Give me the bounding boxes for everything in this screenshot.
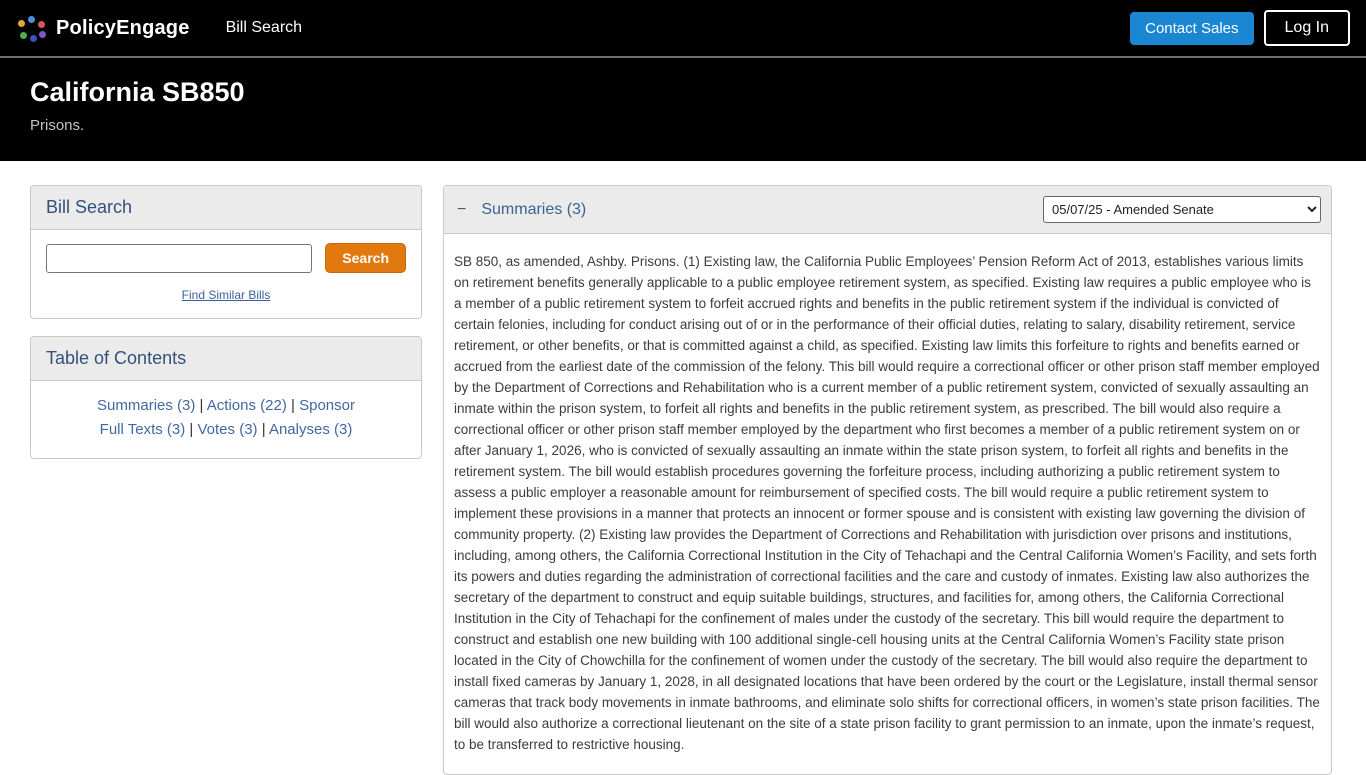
nav-item-bill-search[interactable]: Bill Search <box>225 19 303 36</box>
bill-search-panel-body <box>31 230 421 318</box>
toc-link-analyses[interactable]: Analyses (3) <box>268 421 353 438</box>
toc-link-summaries[interactable]: Summaries (3) <box>97 397 196 414</box>
toc-separator: | <box>199 397 204 414</box>
logo-dot <box>18 20 25 27</box>
toc-link-full-texts[interactable]: Full Texts (3) <box>99 421 186 438</box>
search-button[interactable]: Search <box>325 243 406 273</box>
bill-search-panel-title: Bill Search <box>46 197 133 217</box>
toc-link-actions[interactable]: Actions (22) <box>206 397 287 414</box>
bill-subtitle: Prisons. <box>30 117 85 134</box>
find-similar-bills-link[interactable]: Find Similar Bills <box>181 288 271 302</box>
logo-dot <box>28 16 35 23</box>
version-select[interactable] <box>1043 196 1321 223</box>
top-nav <box>0 0 1366 58</box>
logo-dot <box>38 21 45 28</box>
brand[interactable] <box>16 13 190 43</box>
logo-dot <box>20 32 27 39</box>
toc-panel-header <box>31 337 421 381</box>
bill-search-panel-header <box>31 186 421 230</box>
toc-row <box>39 394 413 418</box>
sidebar <box>30 185 422 459</box>
bill-search-panel <box>30 185 422 319</box>
summaries-panel <box>443 185 1332 775</box>
bill-header <box>0 58 1366 161</box>
nav-actions <box>1130 10 1350 46</box>
log-in-button[interactable]: Log In <box>1264 10 1350 46</box>
search-input[interactable] <box>46 244 312 273</box>
table-of-contents-panel <box>30 336 422 459</box>
summaries-panel-header <box>444 186 1331 234</box>
page-title: California SB850 <box>30 77 245 107</box>
logo-dot <box>39 31 46 38</box>
toc-links <box>31 381 421 458</box>
brand-name: PolicyEngage <box>56 16 190 39</box>
toc-separator: | <box>291 397 295 414</box>
content-area <box>0 161 1366 775</box>
summary-body-text: SB 850, as amended, Ashby. Prisons. (1) Existing law, the California Public Employees’ Pension Reform Act of 2013, establishes various limits on retirement benefits generally applicable to a public employee retirement system, as specified. Existing law requires a public employee who is a member of a public retirement system to forfeit accrued rights and benefits in the public retirement system if the individual is convicted of certain felonies, including for conduct arising out of or in the performance of their official duties, relating to salary, disability retirement, service retirement, or other benefits, or that is committed against a child, as specified. Existing law limits this forfeiture to rights and benefits earned or accrued from the earliest date of the commission of the felony. This bill would require a correctional officer or other prison staff member employed by the Department of Corrections and Rehabilitation who is a current member of a public retirement system, convicted of sexually assaulting an inmate within the prison system, to forfeit all rights and benefits in the public retirement system, as prescribed. The bill would also require a correctional officer or other prison staff member employed by the department who first becomes a member of a public retirement system on or after January 1, 2026, who is convicted of sexually assaulting an inmate within the state prison system, to forfeit all rights and benefits in the retirement system. The bill would establish procedures governing the forfeiture process, including authorizing a public retirement system to assess a public employer a reasonable amount for reimbursement of specified costs. The bill would require a public retirement system to implement these provisions in a manner that protects an innocent or former spouse and is consistent with existing law governing the division of community property. (2) Existing law provides the Department of Corrections and Rehabilitation with jurisdiction over prisons and institutions, including, among others, the California Correctional Institution in the City of Tehachapi and the Central California Women’s Facility, and sets forth its powers and duties regarding the administration of correctional facilities and the care and custody of inmates. Existing law also authorizes the secretary of the department to construct and equip suitable buildings, structures, and facilities for, among others, the California Correctional Institution in the City of Tehachapi for the confinement of males under the custody of the secretary. This bill would require the department to construct and establish one new building with 100 additional single-cell housing units at the Central California Women’s Facility state prison located in the City of Chowchilla for the confinement of women under the custody of the secretary. The bill would also require the department to install fixed cameras by January 1, 2028, in all designated locations that have been ordered by the court or the Legislature, install thermal sensor cameras that track body movements in inmate bathrooms, and eliminate solo shifts for correctional officers, in women’s state prison facilities. The bill would also authorize a correctional lieutenant on the site of a state prison facility to grant permission to an inmate, upon the inmate’s request, to be transferred to restrictive housing. <box>454 254 1320 752</box>
logo-dot <box>30 35 37 42</box>
toc-link-votes[interactable]: Votes (3) <box>197 421 258 438</box>
contact-sales-button[interactable]: Contact Sales <box>1130 12 1253 45</box>
toc-separator: | <box>261 421 266 438</box>
collapse-icon[interactable]: − <box>457 200 467 218</box>
policyengage-logo-icon <box>16 13 46 43</box>
summaries-panel-title[interactable]: Summaries (3) <box>481 200 587 218</box>
toc-link-sponsor[interactable]: Sponsor <box>299 397 355 414</box>
toc-panel-title: Table of Contents <box>46 348 187 368</box>
toc-row <box>39 418 413 442</box>
toc-separator: | <box>189 421 194 438</box>
